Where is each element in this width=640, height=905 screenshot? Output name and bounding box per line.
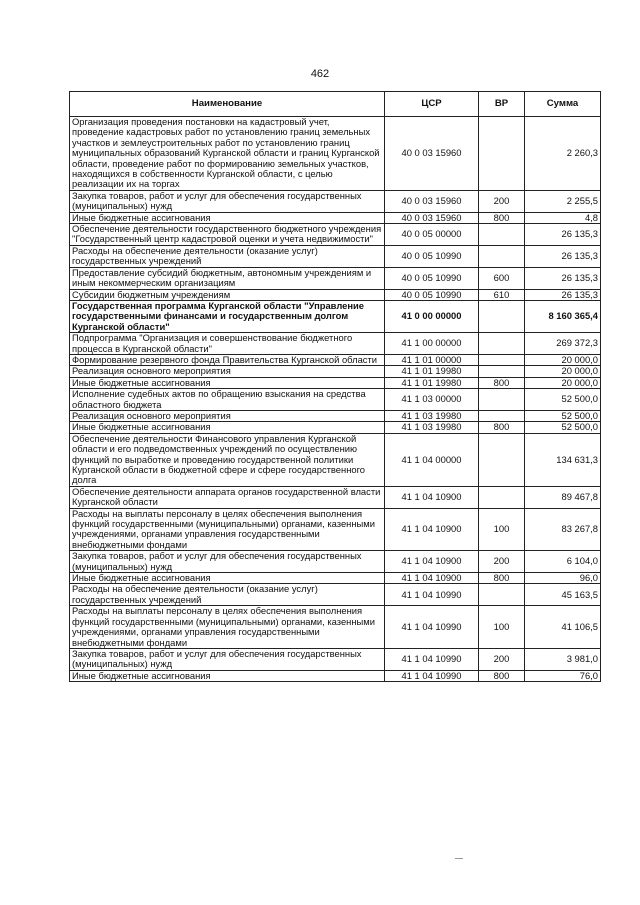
cell-name: Иные бюджетные ассигнования bbox=[70, 212, 385, 223]
cell-csr: 41 1 04 10990 bbox=[385, 584, 479, 606]
cell-csr: 41 1 04 10900 bbox=[385, 573, 479, 584]
cell-vr: 200 bbox=[479, 190, 525, 212]
table-row bbox=[70, 377, 601, 388]
cell-csr: 41 1 00 00000 bbox=[385, 333, 479, 355]
cell-name: Реализация основного мероприятия bbox=[70, 366, 385, 377]
cell-csr: 41 1 01 19980 bbox=[385, 377, 479, 388]
cell-vr: 800 bbox=[479, 212, 525, 223]
cell-sum: 8 160 365,4 bbox=[525, 300, 601, 332]
cell-sum: 26 135,3 bbox=[525, 224, 601, 246]
cell-csr: 40 0 05 00000 bbox=[385, 224, 479, 246]
cell-vr: 100 bbox=[479, 508, 525, 551]
cell-name: Формирование резервного фонда Правительства Курганской области bbox=[70, 354, 385, 365]
cell-name: Организация проведения постановки на кадастровый учет, проведение кадастровых работ по установлению границ земельных участков и землеустроительных работ по установлению границ муниципальных образований Курганской области и границ Курганской области, проведение работ по формированию земельных участков, находящихся в собственности Курганской области, с целью реализации их на торгах bbox=[70, 117, 385, 191]
cell-vr: 800 bbox=[479, 422, 525, 433]
table-row bbox=[70, 117, 601, 191]
scan-mark bbox=[455, 858, 463, 859]
cell-vr bbox=[479, 117, 525, 191]
cell-name: Иные бюджетные ассигнования bbox=[70, 670, 385, 681]
table-row bbox=[70, 289, 601, 300]
cell-sum: 269 372,3 bbox=[525, 333, 601, 355]
table-row bbox=[70, 389, 601, 411]
cell-sum: 4,8 bbox=[525, 212, 601, 223]
cell-sum: 20 000,0 bbox=[525, 354, 601, 365]
cell-sum: 41 106,5 bbox=[525, 606, 601, 649]
table-row bbox=[70, 648, 601, 670]
table-row bbox=[70, 573, 601, 584]
cell-csr: 40 0 03 15960 bbox=[385, 190, 479, 212]
cell-vr bbox=[479, 410, 525, 421]
cell-csr: 41 1 03 19980 bbox=[385, 422, 479, 433]
cell-sum: 134 631,3 bbox=[525, 433, 601, 486]
cell-sum: 83 267,8 bbox=[525, 508, 601, 551]
cell-vr bbox=[479, 366, 525, 377]
cell-csr: 40 0 05 10990 bbox=[385, 289, 479, 300]
cell-name: Государственная программа Курганской области "Управление государственными финансами и государственным долгом Курганской области" bbox=[70, 300, 385, 332]
cell-csr: 41 1 04 10900 bbox=[385, 508, 479, 551]
table-row bbox=[70, 333, 601, 355]
cell-name: Иные бюджетные ассигнования bbox=[70, 422, 385, 433]
cell-csr: 41 1 04 10990 bbox=[385, 648, 479, 670]
cell-csr: 41 1 04 10990 bbox=[385, 606, 479, 649]
cell-csr: 41 1 04 10990 bbox=[385, 670, 479, 681]
cell-sum: 96,0 bbox=[525, 573, 601, 584]
cell-csr: 41 1 03 00000 bbox=[385, 389, 479, 411]
cell-sum: 26 135,3 bbox=[525, 267, 601, 289]
cell-vr: 800 bbox=[479, 670, 525, 681]
cell-vr: 200 bbox=[479, 648, 525, 670]
header-vr: ВР bbox=[479, 92, 525, 117]
table-row bbox=[70, 300, 601, 332]
budget-table bbox=[69, 91, 601, 682]
cell-name: Расходы на обеспечение деятельности (оказание услуг) государственных учреждений bbox=[70, 245, 385, 267]
header-name: Наименование bbox=[70, 92, 385, 117]
cell-sum: 26 135,3 bbox=[525, 289, 601, 300]
table-row bbox=[70, 212, 601, 223]
table-row bbox=[70, 267, 601, 289]
cell-sum: 6 104,0 bbox=[525, 551, 601, 573]
cell-name: Обеспечение деятельности Финансового управления Курганской области и его подведомственных учреждений по осуществлению функций по выработке и проведению государственной политики Курганской области в бюджетной сфере и сфере государственного долга bbox=[70, 433, 385, 486]
table-row bbox=[70, 670, 601, 681]
cell-vr bbox=[479, 584, 525, 606]
cell-vr bbox=[479, 354, 525, 365]
cell-vr bbox=[479, 224, 525, 246]
cell-vr bbox=[479, 245, 525, 267]
table-row bbox=[70, 190, 601, 212]
cell-name: Обеспечение деятельности аппарата органов государственной власти Курганской области bbox=[70, 486, 385, 508]
cell-vr: 600 bbox=[479, 267, 525, 289]
cell-csr: 40 0 05 10990 bbox=[385, 245, 479, 267]
cell-sum: 2 260,3 bbox=[525, 117, 601, 191]
cell-vr: 100 bbox=[479, 606, 525, 649]
cell-vr: 200 bbox=[479, 551, 525, 573]
cell-name: Закупка товаров, работ и услуг для обеспечения государственных (муниципальных) нужд bbox=[70, 190, 385, 212]
cell-vr: 800 bbox=[479, 573, 525, 584]
cell-name: Подпрограмма "Организация и совершенствование бюджетного процесса в Курганской области" bbox=[70, 333, 385, 355]
cell-csr: 40 0 05 10990 bbox=[385, 267, 479, 289]
table-row bbox=[70, 410, 601, 421]
cell-csr: 41 0 00 00000 bbox=[385, 300, 479, 332]
table-row bbox=[70, 433, 601, 486]
cell-name: Иные бюджетные ассигнования bbox=[70, 377, 385, 388]
cell-csr: 41 1 04 10900 bbox=[385, 486, 479, 508]
cell-name: Иные бюджетные ассигнования bbox=[70, 573, 385, 584]
table-row bbox=[70, 508, 601, 551]
table-row bbox=[70, 486, 601, 508]
cell-sum: 76,0 bbox=[525, 670, 601, 681]
cell-csr: 40 0 03 15960 bbox=[385, 212, 479, 223]
cell-name: Закупка товаров, работ и услуг для обеспечения государственных (муниципальных) нужд bbox=[70, 648, 385, 670]
cell-name: Расходы на обеспечение деятельности (оказание услуг) государственных учреждений bbox=[70, 584, 385, 606]
cell-vr bbox=[479, 300, 525, 332]
page-number: 462 bbox=[310, 68, 330, 80]
table-row bbox=[70, 245, 601, 267]
cell-sum: 20 000,0 bbox=[525, 377, 601, 388]
cell-sum: 20 000,0 bbox=[525, 366, 601, 377]
cell-sum: 52 500,0 bbox=[525, 389, 601, 411]
cell-vr bbox=[479, 333, 525, 355]
cell-name: Субсидии бюджетным учреждениям bbox=[70, 289, 385, 300]
cell-name: Предоставление субсидий бюджетным, автономным учреждениям и иным некоммерческим организациям bbox=[70, 267, 385, 289]
cell-sum: 89 467,8 bbox=[525, 486, 601, 508]
header-sum: Сумма bbox=[525, 92, 601, 117]
table-body bbox=[70, 117, 601, 682]
cell-csr: 41 1 04 10900 bbox=[385, 551, 479, 573]
cell-name: Исполнение судебных актов по обращению взыскания на средства областного бюджета bbox=[70, 389, 385, 411]
cell-sum: 26 135,3 bbox=[525, 245, 601, 267]
cell-vr: 610 bbox=[479, 289, 525, 300]
header-csr: ЦСР bbox=[385, 92, 479, 117]
cell-csr: 41 1 04 00000 bbox=[385, 433, 479, 486]
table-row bbox=[70, 354, 601, 365]
cell-sum: 3 981,0 bbox=[525, 648, 601, 670]
cell-sum: 52 500,0 bbox=[525, 410, 601, 421]
table-row bbox=[70, 224, 601, 246]
cell-name: Обеспечение деятельности государственного бюджетного учреждения "Государственный центр кадастровой оценки и учета недвижимости" bbox=[70, 224, 385, 246]
cell-csr: 41 1 03 19980 bbox=[385, 410, 479, 421]
table-row bbox=[70, 551, 601, 573]
table-row bbox=[70, 422, 601, 433]
cell-vr: 800 bbox=[479, 377, 525, 388]
table-row bbox=[70, 606, 601, 649]
table-row bbox=[70, 584, 601, 606]
cell-name: Расходы на выплаты персоналу в целях обеспечения выполнения функций государственными (муниципальными) органами, казенными учреждениями, органами управления государственными внебюджетными фондами bbox=[70, 606, 385, 649]
cell-name: Закупка товаров, работ и услуг для обеспечения государственных (муниципальных) нужд bbox=[70, 551, 385, 573]
cell-sum: 2 255,5 bbox=[525, 190, 601, 212]
cell-vr bbox=[479, 486, 525, 508]
cell-csr: 40 0 03 15960 bbox=[385, 117, 479, 191]
table-row bbox=[70, 366, 601, 377]
cell-csr: 41 1 01 19980 bbox=[385, 366, 479, 377]
cell-sum: 45 163,5 bbox=[525, 584, 601, 606]
cell-sum: 52 500,0 bbox=[525, 422, 601, 433]
cell-name: Расходы на выплаты персоналу в целях обеспечения выполнения функций государственными (муниципальными) органами, казенными учреждениями, органами управления государственными внебюджетными фондами bbox=[70, 508, 385, 551]
table-header-row bbox=[70, 92, 601, 117]
cell-vr bbox=[479, 389, 525, 411]
cell-name: Реализация основного мероприятия bbox=[70, 410, 385, 421]
cell-csr: 41 1 01 00000 bbox=[385, 354, 479, 365]
cell-vr bbox=[479, 433, 525, 486]
